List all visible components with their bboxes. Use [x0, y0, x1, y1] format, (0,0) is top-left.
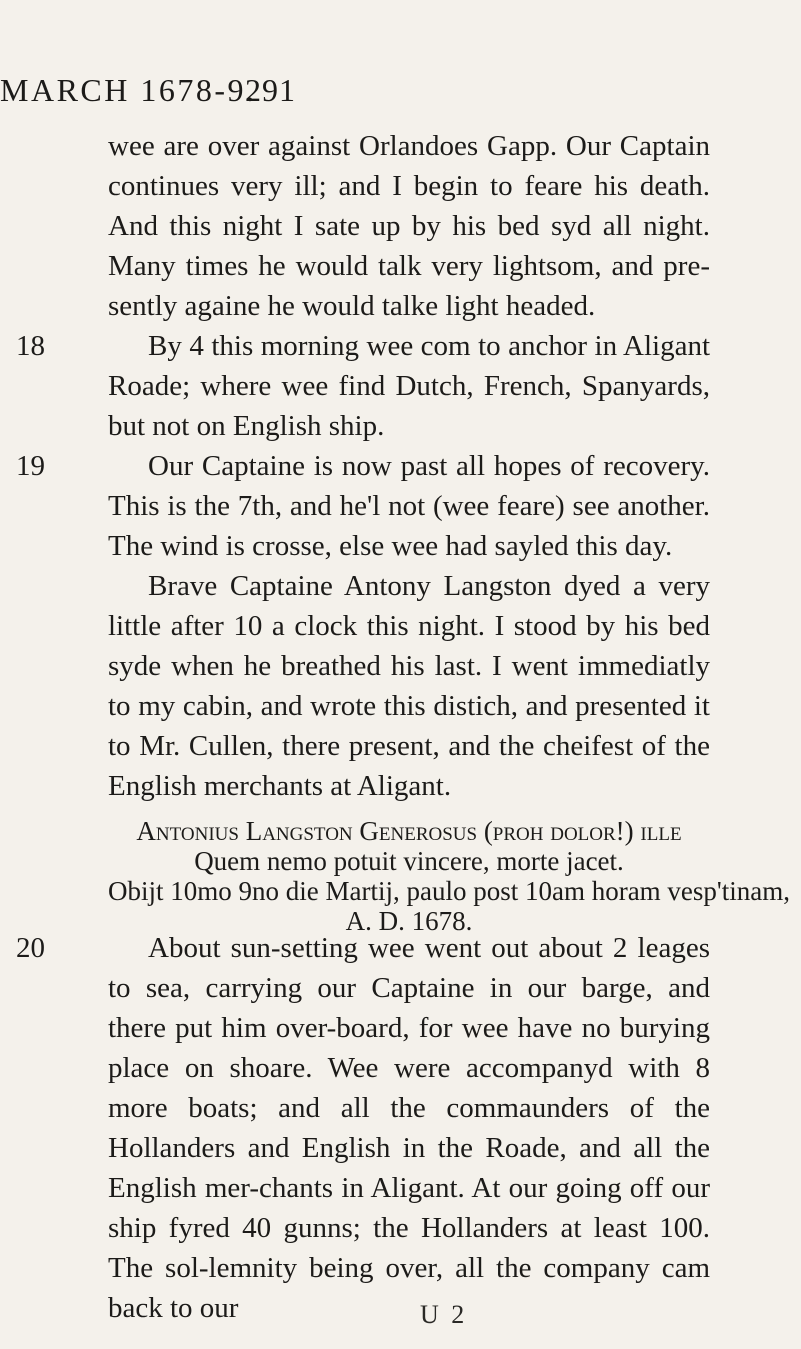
paragraph-text: Our Captaine is now past all hopes of recovery. This is the 7th, and he'l not (wee feare) see another. The wind is crosse, else wee had sayled this day. — [108, 450, 710, 562]
epitaph-distich — [108, 816, 791, 936]
entry-date-number: 19 — [16, 450, 45, 482]
epitaph-line: A. D. 1678. — [345, 906, 473, 936]
epitaph-line: Obijt 10mo 9no die Martij, paulo post 10am horam vesp'tinam, — [108, 876, 791, 906]
entry-19 — [16, 446, 710, 806]
signature-mark: U 2 — [420, 1300, 468, 1329]
paragraph-text: wee are over against Orlandoes Gapp. Our Captain continues very ill; and I begin to feare his death. And this night I sate up by his bed syd all night. Many times he would talk very lightsom, and pre-sently againe he would talke light headed. — [108, 130, 710, 322]
running-title: MARCH 1678-9. — [0, 72, 257, 108]
entry-date-number: 20 — [16, 932, 45, 964]
epitaph-line: Quem nemo potuit vincere, morte jacet. — [194, 846, 624, 876]
body-text-top — [16, 126, 710, 806]
paragraph-text: By 4 this morning wee com to anchor in Aligant Roade; where wee find Dutch, French, Spanyards, but not on English ship. — [108, 330, 710, 442]
paragraph-continuation — [108, 126, 710, 326]
body-text-bottom — [16, 928, 710, 1328]
page-header — [0, 72, 801, 112]
entry-date-number: 18 — [16, 330, 45, 362]
epitaph-line: Antonius Langston Generosus (proh dolor!) ille — [136, 816, 682, 846]
paragraph-text: About sun-setting wee went out about 2 leages to sea, carrying our Captaine in our barge, and there put him over-board, for wee have no burying place on shoare. Wee were accompanyd with 8 more boats; and all the commaunders of the Hollanders and English in the Roade, and all the English mer-chants in Aligant. At our going off our ship fyred 40 gunns; the Hollanders at least 100. The sol-lemnity being over, all the company cam back to our — [108, 932, 710, 1324]
entry-20 — [16, 928, 710, 1328]
entry-18 — [16, 326, 710, 446]
paragraph-text: Brave Captaine Antony Langston dyed a very little after 10 a clock this night. I stood by his bed syde when he breathed his last. I went immediatly to my cabin, and wrote this distich, and presented it to Mr. Cullen, there present, and the cheifest of the English merchants at Aligant. — [108, 570, 710, 802]
page-number: 291 — [245, 72, 296, 108]
